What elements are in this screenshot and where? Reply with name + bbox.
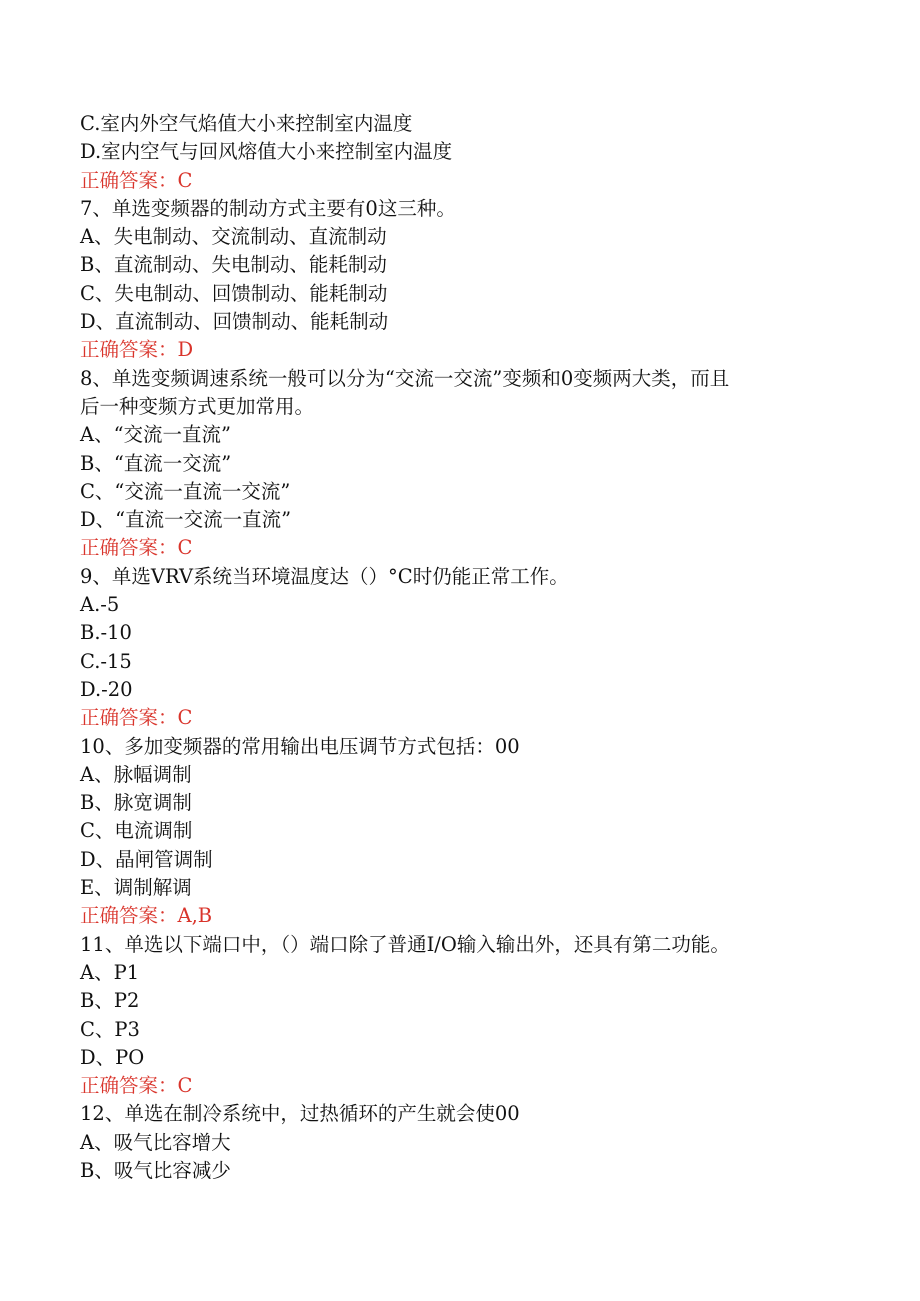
option-line: C、P3 xyxy=(80,1017,140,1041)
option-line: A.-5 xyxy=(80,593,120,617)
option-line: B、直流制动、失电制动、能耗制动 xyxy=(80,253,387,277)
option-line: A、吸气比容增大 xyxy=(80,1130,231,1154)
option-line: C、电流调制 xyxy=(80,819,193,843)
question-line: 10、多加变频器的常用输出电压调节方式包括：00 xyxy=(80,734,520,758)
answer-line: 正确答案：C xyxy=(80,168,193,192)
question-line: 11、单选以下端口中，（）端口除了普通I/O输入输出外，还具有第二功能。 xyxy=(80,932,730,956)
option-line: A、“交流一直流” xyxy=(80,423,232,447)
answer-line: 正确答案：C xyxy=(80,1074,193,1098)
document-page xyxy=(80,110,880,1185)
option-line: C.-15 xyxy=(80,649,132,673)
answer-line: 正确答案：C xyxy=(80,536,193,560)
option-line: D.-20 xyxy=(80,677,133,701)
answer-line: 正确答案：C xyxy=(80,706,193,730)
question-line: 8、单选变频调速系统一般可以分为“交流一交流”变频和0变频两大类，而且 xyxy=(80,366,730,390)
option-line: C.室内外空气焰值大小来控制室内温度 xyxy=(80,112,413,135)
question-line: 7、单选变频器的制动方式主要有0这三种。 xyxy=(80,196,456,220)
option-line: D、直流制动、回馈制动、能耗制动 xyxy=(80,310,389,334)
option-line: B.-10 xyxy=(80,621,132,645)
question-line: 9、单选VRV系统当环境温度达（）°C时仍能正常工作。 xyxy=(80,564,569,588)
option-line: C、失电制动、回馈制动、能耗制动 xyxy=(80,281,388,305)
answer-line: 正确答案：A,B xyxy=(80,904,213,928)
option-line: C、“交流一直流一交流” xyxy=(80,479,291,503)
option-line: D.室内空气与回风熔值大小来控制室内温度 xyxy=(80,140,453,164)
option-line: B、“直流一交流” xyxy=(80,451,232,475)
option-line: A、脉幅调制 xyxy=(80,762,192,786)
option-line: B、P2 xyxy=(80,989,140,1013)
option-line: A、失电制动、交流制动、直流制动 xyxy=(80,225,387,249)
option-line: D、PO xyxy=(80,1045,145,1069)
option-line: B、吸气比容减少 xyxy=(80,1158,231,1182)
option-line: D、晶闸管调制 xyxy=(80,847,213,871)
option-line: E、调制解调 xyxy=(80,876,192,900)
answer-line: 正确答案：D xyxy=(80,338,194,362)
option-line: D、“直流一交流一直流” xyxy=(80,508,292,532)
question-line: 12、单选在制冷系统中，过热循环的产生就会使00 xyxy=(80,1102,520,1126)
option-line: B、脉宽调制 xyxy=(80,791,192,815)
option-line: A、P1 xyxy=(80,960,140,984)
question-line: 后一种变频方式更加常用。 xyxy=(80,394,315,418)
